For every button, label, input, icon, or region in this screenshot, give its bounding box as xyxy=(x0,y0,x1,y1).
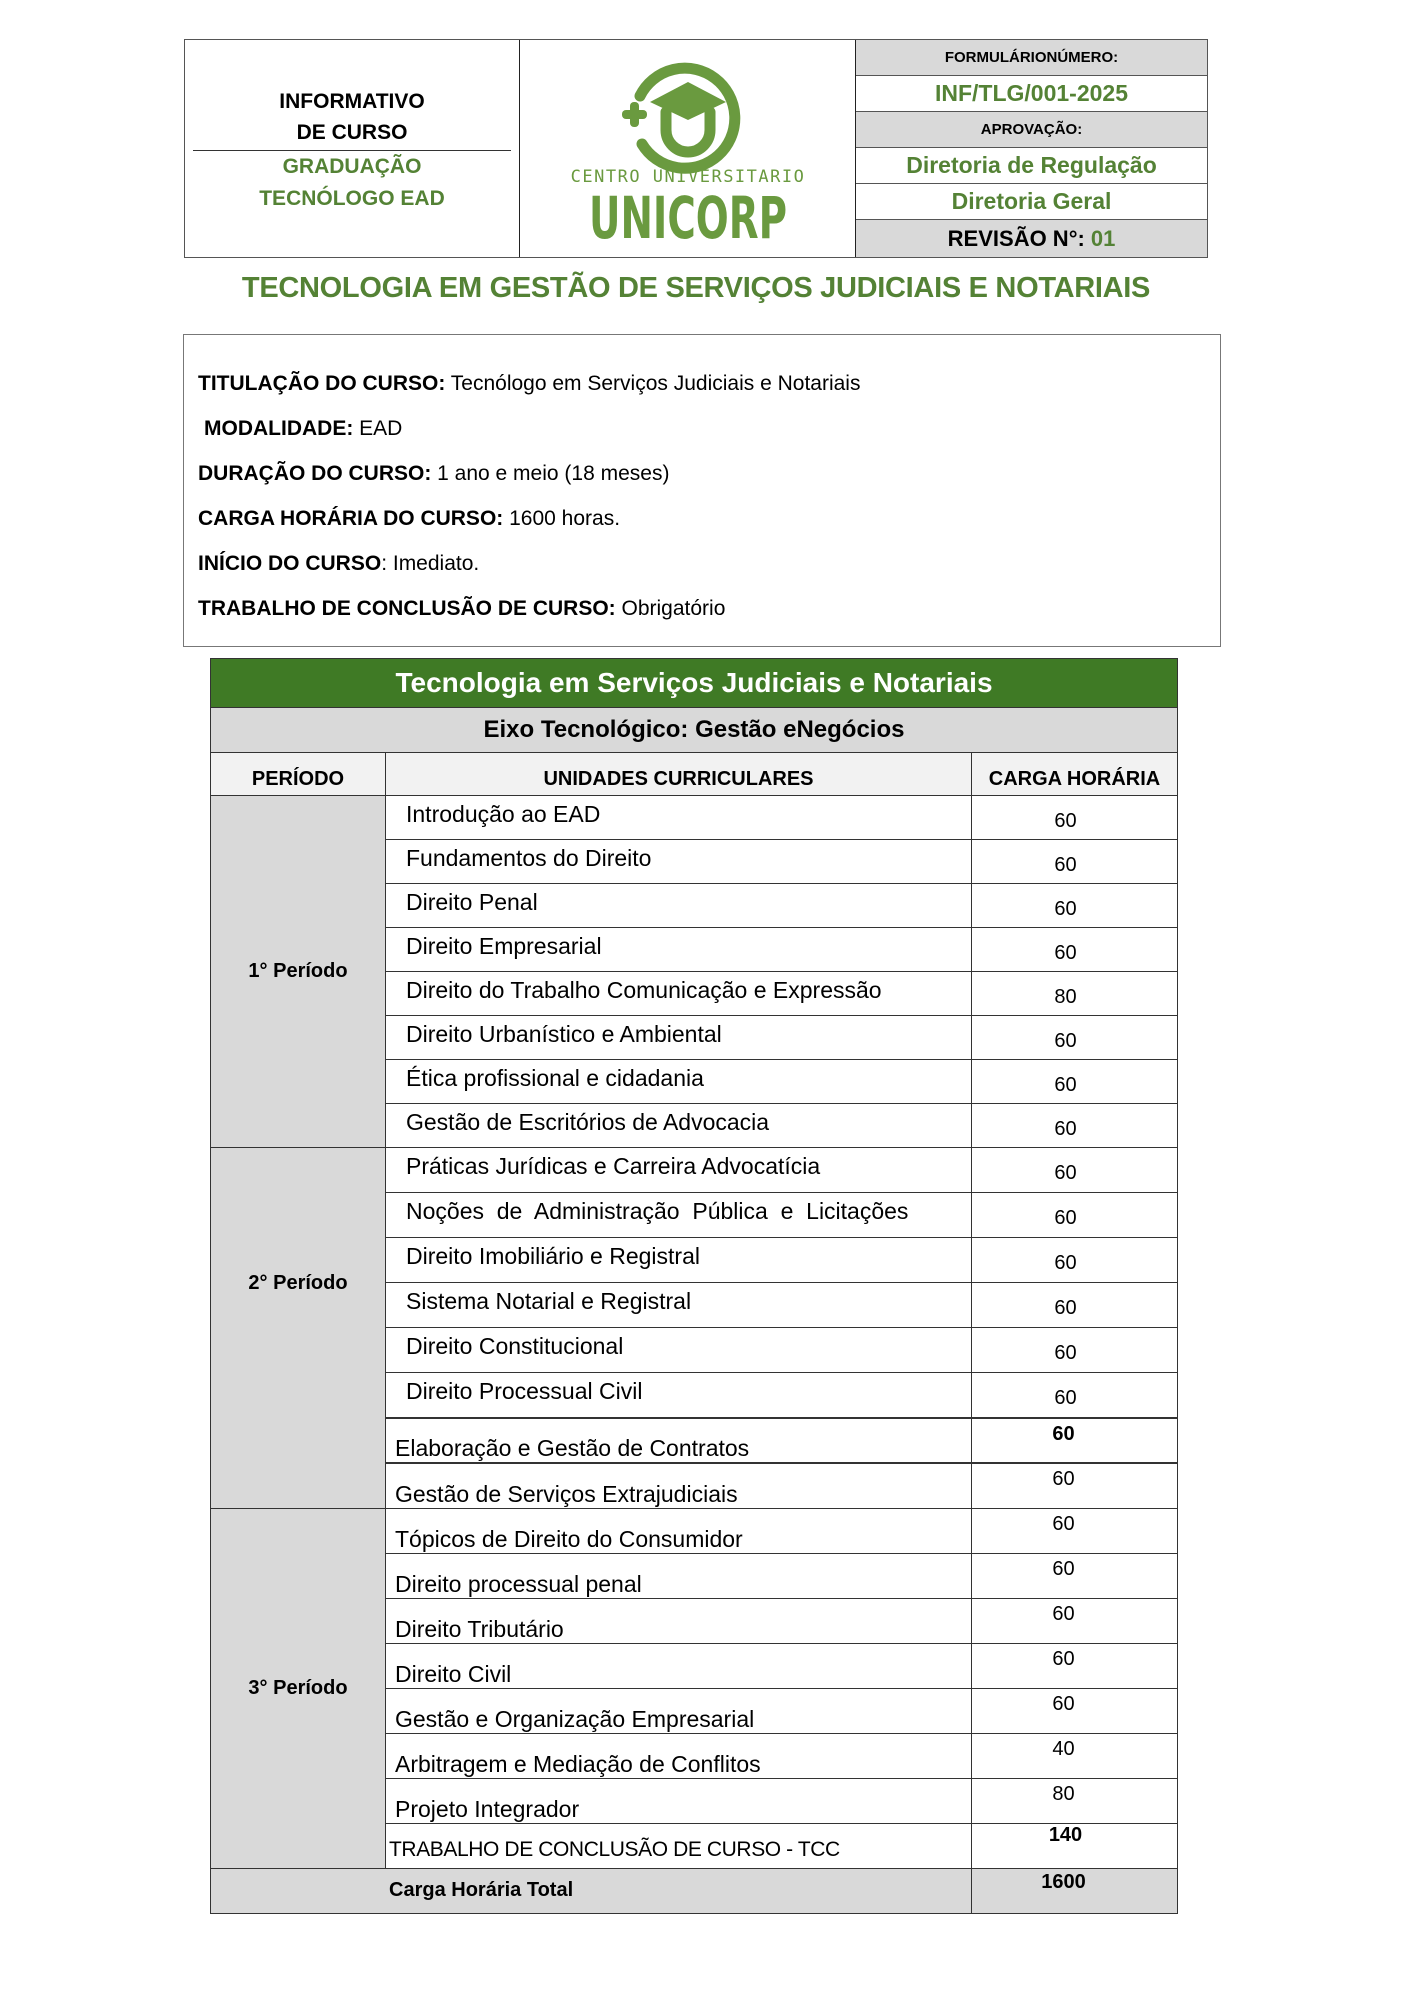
approval-general: Diretoria Geral xyxy=(856,184,1207,220)
table-row: Direito do Trabalho Comunicação e Expressão 80 xyxy=(385,972,1177,1016)
approval-regulation: Diretoria de Regulação xyxy=(856,148,1207,184)
logo-name: UNICORP xyxy=(589,184,787,252)
technological-axis: Eixo Tecnológico: Gestão eNegócios xyxy=(211,708,1177,753)
period-group-1 xyxy=(211,796,1177,1148)
info-tcc: TRABALHO DE CONCLUSÃO DE CURSO: Obrigatório xyxy=(198,597,726,620)
degree-type: TECNÓLOGO EAD xyxy=(259,187,445,210)
table-row: Direito Tributário 60 xyxy=(385,1599,1177,1644)
header-form-info xyxy=(856,40,1207,257)
logo-subtitle: CENTRO UNIVERSITARIO xyxy=(570,167,806,187)
period-label xyxy=(211,1419,385,1508)
table-row: Introdução ao EAD 60 xyxy=(385,796,1177,840)
info-duracao: DURAÇÃO DO CURSO: 1 ano e meio (18 meses) xyxy=(198,462,670,485)
table-row: Direito Imobiliário e Registral 60 xyxy=(385,1238,1177,1283)
table-row: Gestão de Escritórios de Advocacia 60 xyxy=(385,1104,1177,1147)
info-inicio: INÍCIO DO CURSO: Imediato. xyxy=(198,552,480,575)
table-row: Gestão e Organização Empresarial 60 xyxy=(385,1689,1177,1734)
page-title: TECNOLOGIA EM GESTÃO DE SERVIÇOS JUDICIAIS E NOTARIAIS xyxy=(241,272,1151,304)
form-number-label: FORMULÁRIONÚMERO: xyxy=(856,40,1207,76)
table-header xyxy=(211,753,1177,796)
table-row: Direito Civil 60 xyxy=(385,1644,1177,1689)
total-row xyxy=(211,1869,1177,1913)
table-row: Projeto Integrador 80 xyxy=(385,1779,1177,1824)
table-row: Ética profissional e cidadania 60 xyxy=(385,1060,1177,1104)
table-row: Direito Processual Civil 60 xyxy=(385,1373,1177,1419)
info-titulacao: TITULAÇÃO DO CURSO: Tecnólogo em Serviços Judiciais e Notariais xyxy=(198,372,861,395)
table-row: Fundamentos do Direito 60 xyxy=(385,840,1177,884)
curriculum-title: Tecnologia em Serviços Judiciais e Notariais xyxy=(211,659,1177,708)
table-row: Elaboração e Gestão de Contratos 60 xyxy=(385,1419,1177,1464)
table-row: Direito Penal 60 xyxy=(385,884,1177,928)
period-label: 3° Período xyxy=(211,1509,385,1868)
period-group-2 xyxy=(211,1148,1177,1419)
revision-label: REVISÃO N°: xyxy=(947,225,1085,251)
period-group-unlabeled xyxy=(211,1419,1177,1509)
table-row: Arbitragem e Mediação de Conflitos 40 xyxy=(385,1734,1177,1779)
column-header-period: PERÍODO xyxy=(251,768,345,790)
form-number: INF/TLG/001-2025 xyxy=(856,76,1207,112)
revision-number: 01 xyxy=(1090,225,1116,251)
column-header-units: UNIDADES CURRICULARES xyxy=(385,753,971,795)
period-group-3 xyxy=(211,1509,1177,1869)
graduation-cap-u-icon xyxy=(520,40,856,257)
doc-type-line1: INFORMATIVO xyxy=(279,90,425,113)
table-row: Gestão de Serviços Extrajudiciais 60 xyxy=(385,1464,1177,1508)
table-row: Sistema Notarial e Registral 60 xyxy=(385,1283,1177,1328)
curriculum-table xyxy=(210,658,1178,1914)
info-carga-horaria: CARGA HORÁRIA DO CURSO: 1600 horas. xyxy=(198,507,621,530)
document-header xyxy=(184,39,1208,258)
header-doc-type xyxy=(185,40,520,257)
total-label: Carga Horária Total xyxy=(389,1879,574,1901)
table-row-tcc: TRABALHO DE CONCLUSÃO DE CURSO - TCC 140 xyxy=(385,1824,1177,1868)
course-info-box xyxy=(183,334,1221,647)
table-row: Direito processual penal 60 xyxy=(385,1554,1177,1599)
doc-type-line2: DE CURSO xyxy=(296,121,408,144)
table-row: Noções de Administração Pública e Licitações 60 xyxy=(385,1193,1177,1238)
info-modalidade: MODALIDADE: EAD xyxy=(204,417,403,440)
period-label: 1° Período xyxy=(211,796,385,1147)
table-row: Direito Urbanístico e Ambiental 60 xyxy=(385,1016,1177,1060)
column-header-hours: CARGA HORÁRIA xyxy=(971,753,1177,795)
approval-label: APROVAÇÃO: xyxy=(856,112,1207,148)
revision xyxy=(856,220,1207,257)
unicorp-logo xyxy=(520,40,856,257)
table-row: Tópicos de Direito do Consumidor 60 xyxy=(385,1509,1177,1554)
table-row: Direito Empresarial 60 xyxy=(385,928,1177,972)
table-row: Práticas Jurídicas e Carreira Advocatícia 60 xyxy=(385,1148,1177,1193)
total-hours: 1600 xyxy=(971,1869,1177,1913)
table-row: Direito Constitucional 60 xyxy=(385,1328,1177,1373)
degree-level: GRADUAÇÃO xyxy=(282,155,422,178)
period-label: 2° Período xyxy=(211,1148,385,1419)
